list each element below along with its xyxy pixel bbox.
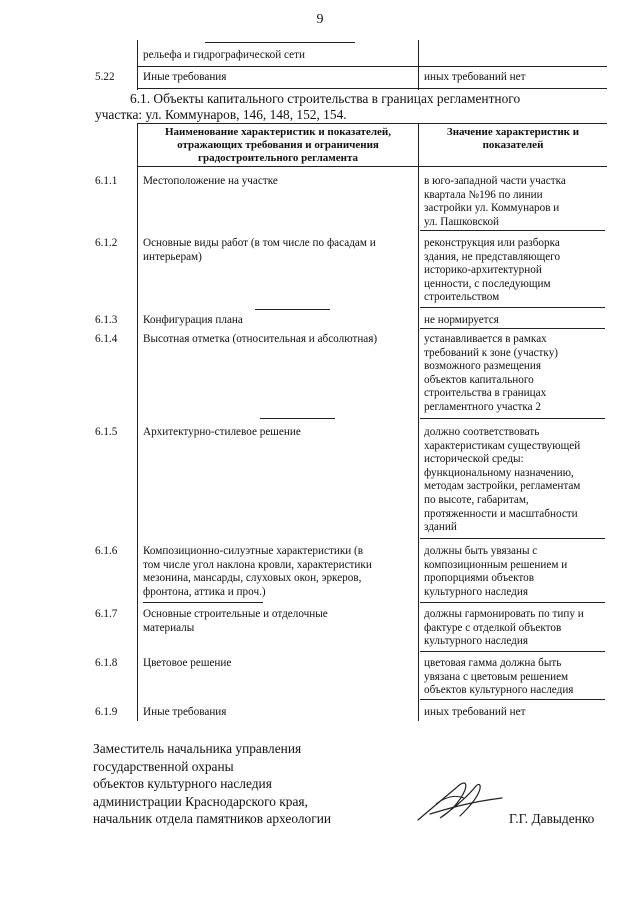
table-cell-value: [424, 426, 580, 535]
header-line: градостроительного регламента: [198, 152, 358, 164]
row-number: 6.1.2: [95, 237, 118, 249]
table-header-top-line: [137, 123, 607, 124]
top-table-partial-line: [205, 42, 355, 43]
cell-line: композиционным решением и: [424, 558, 568, 571]
table-cell-name: [143, 657, 231, 671]
table-cell-value: [424, 175, 566, 229]
cell-line: Основные виды работ (в том числе по фасадам и: [143, 237, 376, 249]
cell-line: увязана с цветовым решением: [424, 670, 569, 683]
header-line: Наименование характеристик и показателей,: [164, 126, 391, 138]
cell-line: регламентного участка 2: [424, 400, 541, 413]
signatory-name: Г.Г. Давыденко: [509, 811, 595, 826]
cell-line: том числе угол наклона кровли, характеристики: [143, 558, 372, 571]
handwritten-signature-icon: [410, 768, 510, 830]
row-separator: [420, 651, 605, 652]
cell-line: протяженности и масштабности: [424, 507, 578, 520]
top-table-divider-right: [418, 40, 419, 90]
row-separator: [420, 538, 605, 539]
cell-line: должны гармонировать по типу и: [424, 608, 584, 620]
cell-line: объектов культурного наследия: [424, 684, 574, 697]
signature-line: администрации Краснодарского края,: [93, 793, 308, 809]
table-cell-name: [143, 333, 377, 347]
cell-line: Цветовое решение: [143, 657, 232, 669]
cell-line: культурного наследия: [424, 585, 528, 598]
row-separator-partial: [260, 418, 335, 419]
cell-line: культурного наследия: [424, 635, 528, 648]
page-number: 9: [316, 12, 324, 27]
cell-line: требований к зоне (участку): [424, 346, 559, 359]
row-number: 6.1.3: [95, 314, 118, 326]
cell-line: мезонина, мансарды, слуховых окон, эркеров,: [143, 572, 362, 585]
table-header-bottom-line: [137, 166, 607, 167]
table-cell-name: рельефа и гидрографической сети: [143, 49, 306, 61]
table-divider-right: [418, 123, 419, 721]
row-number: 6.1.9: [95, 706, 118, 718]
table-cell-value: [424, 237, 560, 305]
header-line: показателей: [482, 139, 544, 151]
row-number: 5.22: [95, 71, 115, 83]
cell-line: пропорциями объектов: [424, 572, 534, 585]
row-separator-partial: [143, 602, 263, 603]
table-cell-value: [424, 314, 499, 328]
cell-line: по высоте, габаритам,: [424, 493, 529, 506]
cell-line: Композиционно-силуэтные характеристики (в: [143, 545, 364, 557]
table-cell-value: [424, 608, 584, 649]
row-separator: [420, 699, 605, 700]
cell-line: Основные строительные и отделочные: [143, 608, 328, 620]
top-table-row-line: [137, 66, 607, 67]
table-cell-name: Иные требования: [143, 71, 227, 83]
header-line: отражающих требования и ограничения: [177, 139, 379, 151]
cell-line: Конфигурация плана: [143, 314, 243, 326]
cell-line: квартала №196 по линии: [424, 188, 543, 201]
signature-line: объектов культурного наследия: [93, 776, 272, 791]
cell-line: устанавливается в рамках: [424, 333, 547, 345]
cell-line: методам застройки, регламентам: [424, 480, 581, 493]
cell-line: должны быть увязаны с: [424, 545, 538, 557]
cell-line: фактуре с отделкой объектов: [424, 621, 562, 634]
table-cell-name: [143, 175, 278, 189]
cell-line: Высотная отметка (относительная и абсолютная): [143, 333, 378, 345]
row-number: 6.1.5: [95, 426, 118, 438]
cell-line: фронтона, аттика и проч.): [143, 585, 266, 598]
row-number: 6.1.1: [95, 175, 118, 187]
signature-line: государственной охраны: [93, 758, 234, 774]
top-table-bottom-line: [137, 88, 607, 89]
row-number: 6.1.4: [95, 333, 118, 345]
table-cell-name: [143, 545, 372, 599]
cell-line: историко-архитектурной: [424, 264, 542, 277]
cell-line: исторической среды:: [424, 453, 524, 466]
table-header-col2: [420, 126, 606, 152]
section-heading-cont: участка: ул. Коммунаров, 146, 148, 152, 154.: [95, 107, 347, 122]
table-cell-value: [424, 545, 567, 599]
cell-line: застройки ул. Коммунаров и: [424, 202, 560, 215]
row-separator: [420, 328, 605, 329]
signature-line: начальник отдела памятников археологии: [93, 811, 332, 826]
cell-line: интерьерам): [143, 250, 202, 263]
row-separator-partial: [255, 309, 330, 310]
row-separator: [420, 307, 605, 308]
row-number: 6.1.6: [95, 545, 118, 557]
row-separator: [420, 230, 605, 231]
cell-line: ул. Пашковской: [424, 215, 500, 228]
header-line: Значение характеристик и: [446, 126, 580, 138]
cell-line: материалы: [143, 621, 195, 634]
cell-line: цветовая гамма должна быть: [424, 657, 562, 669]
table-cell-value: [424, 657, 573, 698]
cell-line: Местоположение на участке: [143, 175, 278, 187]
cell-line: иных требований нет: [424, 706, 526, 718]
cell-line: строительством: [424, 291, 500, 304]
cell-line: характеристикам существующей: [424, 439, 581, 452]
section-heading: 6.1. Объекты капитального строительства в границах регламентного: [130, 91, 521, 106]
table-header-col1: [140, 126, 416, 165]
cell-line: функциональному назначению,: [424, 466, 574, 479]
table-cell-name: [143, 608, 328, 635]
signature-block: [93, 740, 331, 828]
cell-line: объектов капитального: [424, 373, 534, 386]
row-separator: [420, 602, 605, 603]
cell-line: зданий: [424, 521, 457, 534]
cell-line: возможного размещения: [424, 360, 542, 373]
top-table-divider-left: [137, 40, 138, 90]
cell-line: Иные требования: [143, 706, 227, 718]
table-cell-name: [143, 237, 376, 264]
row-number: 6.1.8: [95, 657, 118, 669]
cell-line: реконструкция или разборка: [424, 237, 560, 249]
table-cell-value: [424, 706, 525, 720]
row-separator: [420, 418, 605, 419]
table-cell-value: иных требований нет: [424, 71, 526, 83]
cell-line: должно соответствовать: [424, 426, 540, 438]
cell-line: здания, не представляющего: [424, 250, 561, 263]
table-cell-name: [143, 314, 243, 328]
cell-line: в юго-западной части участка: [424, 175, 566, 187]
cell-line: не нормируется: [424, 314, 499, 326]
cell-line: ценности, с последующим: [424, 277, 551, 290]
table-cell-value: [424, 333, 558, 415]
cell-line: строительства в границах: [424, 387, 547, 400]
table-divider-left: [137, 123, 138, 721]
table-cell-name: [143, 426, 301, 440]
cell-line: Архитектурно-стилевое решение: [143, 426, 301, 438]
table-cell-name: [143, 706, 226, 720]
row-number: 6.1.7: [95, 608, 118, 620]
signature-line: Заместитель начальника управления: [93, 741, 302, 756]
